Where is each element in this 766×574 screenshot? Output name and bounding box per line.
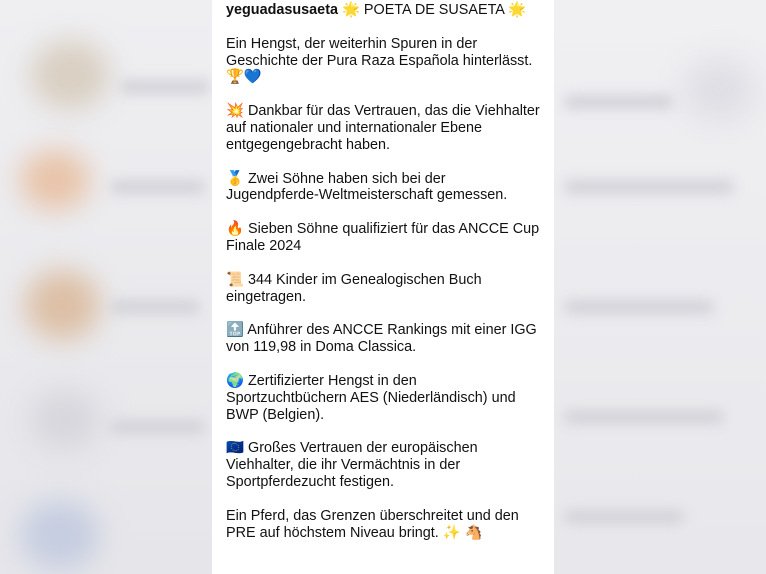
caption-paragraph: [226, 508, 540, 542]
paragraph-text: Ein Hengst, der weiterhin Spuren in der Geschichte der Pura Raza Española hinterlässt. 🏆💙: [226, 35, 533, 86]
blurred-text-line: [110, 420, 205, 434]
top-arrow-icon: 🔝: [226, 322, 244, 339]
caption-paragraph: [226, 221, 540, 255]
blurred-text-line: [564, 510, 684, 524]
globe-icon: 🌍: [226, 372, 244, 389]
caption-paragraph: [226, 373, 540, 423]
caption-paragraph: [226, 322, 540, 356]
blurred-thumbnail: [20, 500, 100, 570]
paragraph-text: Anführer des ANCCE Rankings mit einer IGG von 119,98 in Doma Classica.: [226, 322, 537, 356]
paragraph-text: 344 Kinder im Genealogischen Buch eingetragen.: [226, 271, 482, 305]
blurred-text-line: [564, 180, 734, 194]
blurred-thumbnail: [25, 270, 100, 340]
fire-icon: 🔥: [226, 221, 244, 238]
caption-header: [226, 2, 540, 19]
caption-paragraph: [226, 171, 540, 205]
blurred-background-left: [0, 0, 212, 574]
explosion-icon: 💥: [226, 103, 244, 120]
blurred-thumbnail: [30, 390, 100, 450]
blurred-text-line: [564, 300, 714, 314]
eu-flag-icon: 🇪🇺: [226, 440, 244, 457]
paragraph-text: Dankbar für das Vertrauen, das die Viehhalter auf nationaler und internationaler Ebene entgegengebracht haben.: [226, 103, 540, 153]
paragraph-text: Zwei Söhne haben sich bei der Jugendpferde-Weltmeisterschaft gemessen.: [226, 170, 508, 204]
blurred-thumbnail: [30, 40, 110, 110]
caption-paragraph: [226, 103, 540, 153]
blurred-text-line: [564, 410, 724, 424]
caption-paragraph: [226, 36, 540, 86]
caption-paragraph: [226, 440, 540, 490]
blurred-background-right: [554, 0, 766, 574]
paragraph-text: Zertifizierter Hengst in den Sportzuchtbüchern AES (Niederländisch) und BWP (Belgien).: [226, 372, 516, 423]
blurred-text-line: [564, 95, 674, 109]
paragraph-text: Großes Vertrauen der europäischen Viehhalter, die ihr Vermächtnis in der Sportpferdezucht festigen.: [226, 440, 478, 490]
post-title: 🌟 POETA DE SUSAETA 🌟: [341, 2, 527, 18]
blurred-thumbnail: [684, 60, 754, 120]
blurred-thumbnail: [20, 150, 90, 210]
post-caption-panel: [212, 0, 554, 574]
scroll-icon: 📜: [226, 271, 244, 288]
caption-paragraph: [226, 272, 540, 306]
username-link[interactable]: yeguadasusaeta: [226, 2, 338, 18]
gold-medal-icon: 🥇: [226, 170, 244, 187]
blurred-text-line: [110, 300, 200, 314]
paragraph-text: Ein Pferd, das Grenzen überschreitet und den PRE auf höchstem Niveau bringt. ✨ 🐴: [226, 507, 519, 541]
caption-content: [212, 0, 554, 541]
blurred-text-line: [110, 180, 205, 194]
paragraph-text: Sieben Söhne qualifiziert für das ANCCE Cup Finale 2024: [226, 221, 540, 254]
blurred-text-line: [120, 80, 210, 94]
